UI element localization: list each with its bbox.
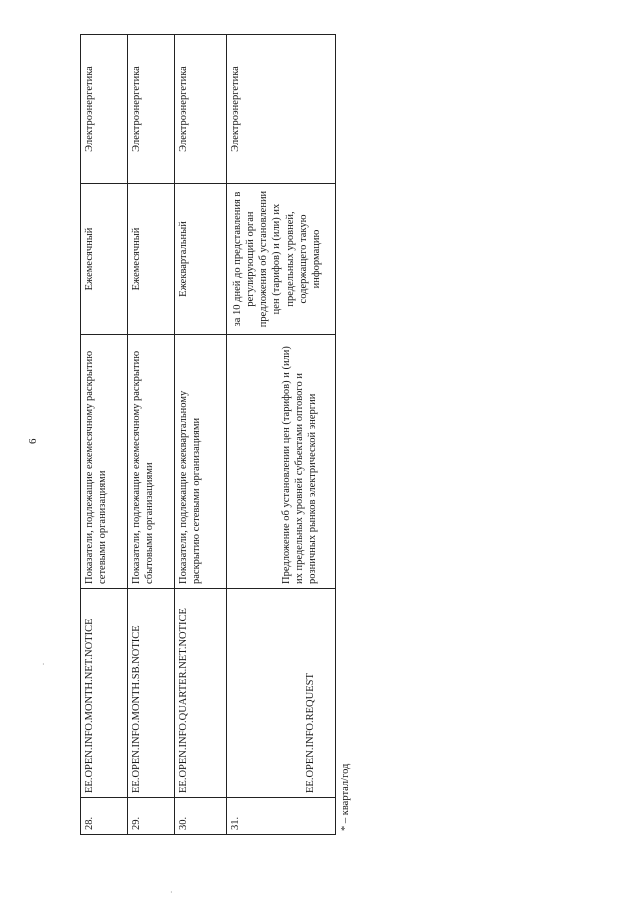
row-number: 28. — [81, 798, 128, 835]
reporting-period: Ежеквартальный — [175, 184, 227, 335]
row-number: 31. — [227, 798, 336, 835]
table-row — [227, 35, 336, 835]
footnote: * – квартал/год — [340, 763, 351, 831]
sector: Электроэнергетика — [128, 35, 175, 184]
scan-artifact-mark: · — [42, 660, 45, 669]
template-code: EE.OPEN.INFO.REQUEST — [227, 589, 336, 798]
sector: Электроэнергетика — [81, 35, 128, 184]
template-code: EE.OPEN.INFO.MONTH.NET.NOTICE — [81, 589, 128, 798]
table-row — [128, 35, 175, 835]
sector: Электроэнергетика — [227, 35, 336, 184]
template-description: Предложение об установлении цен (тарифов) и (или) их предельных уровней субъектами оптового и розничных рынков электрической энергии — [227, 335, 336, 589]
reporting-period: Ежемесячный — [128, 184, 175, 335]
sector: Электроэнергетика — [175, 35, 227, 184]
template-code: EE.OPEN.INFO.QUARTER.NET.NOTICE — [175, 589, 227, 798]
template-code: EE.OPEN.INFO.MONTH.SB.NOTICE — [128, 589, 175, 798]
row-number: 30. — [175, 798, 227, 835]
template-description: Показатели, подлежащие ежемесячному раскрытию сетевыми организациями — [81, 335, 128, 589]
table-row — [175, 35, 227, 835]
table-row — [81, 35, 128, 835]
page-number: 6 — [27, 438, 39, 444]
scan-artifact-mark: · — [170, 888, 173, 897]
reporting-period: Ежемесячный — [81, 184, 128, 335]
rotated-table-container — [80, 66, 335, 835]
regulations-table — [80, 34, 336, 835]
template-description: Показатели, подлежащие ежемесячному раскрытию сбытовыми организациями — [128, 335, 175, 589]
template-description: Показатели, подлежащие ежеквартальному раскрытию сетевыми организациями — [175, 335, 227, 589]
row-number: 29. — [128, 798, 175, 835]
reporting-period: за 10 дней до представления в регулирующий орган предложения об установлении цен (тарифов) и (или) их предельных уровней, содержащего такую информацию — [227, 184, 336, 335]
